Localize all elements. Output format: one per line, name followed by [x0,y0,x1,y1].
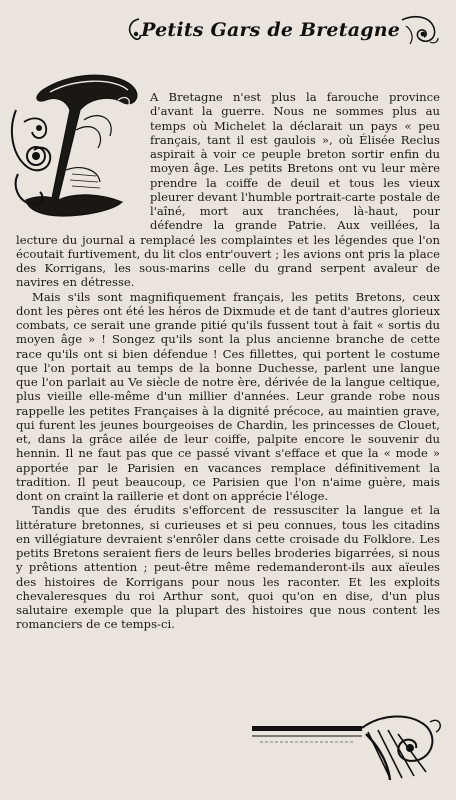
right-flourish-icon [400,12,440,48]
article-body [16,90,440,632]
paragraph-3: Tandis que des érudits s'efforcent de ressusciter la langue et la littérature bretonnes, si curieuses et si peu connues, tous les citadins en villégiature devraient s'enrôler dans cette croisade du Folklore. Les petits Bretons seraient fiers de leurs belles broderies bigarrées, si nous y prêtions attention ; peut-être même redemanderont-ils aux aïeules des histoires de Korrigans pour nous les raconter. Et les exploits chevaleresques du roi Arthur sont, quoi qu'on en dise, d'un plus salutaire exemple que la plupart des histoires que nous content les romanciers de ce temps-ci. [16,503,440,632]
page-header [125,12,440,48]
footer-ornament [250,708,445,783]
paragraph-2: Mais s'ils sont magnifiquement français, les petits Bretons, ceux dont les pères ont été les héros de Dixmude et de tant d'autres glorieux combats, ce serait une grande pitié qu'ils fussent tout à fait « sortis du moyen âge » ! Songez qu'ils sont la plus ancienne branche de cette race qu'ils ont si bien défendue ! Ces fillettes, qui portent le costume que l'on portait au temps de la bonne Duchesse, parlent une langue que l'on parlait au Ve siècle de notre ère, dérivée de la langue celtique, plus vieille elle-même d'un millier d'années. Leur grande robe nous rappelle les petites Françaises à la dignité précoce, au maintien grave, qui furent les jeunes bourgeoises de Chardin, les princesses de Clouet, et, dans la grâce ailée de leur coiffe, palpite encore le souvenir du hennin. Il ne faut pas que ce passé vivant s'efface et que la « mode » apportée par le Parisien en vacances remplace définitivement la tradition. Il peut beaucoup, ce Parisien que l'on n'aime guère, mais dont on craint la raillerie et dont on apprécie l'éloge. [16,289,440,503]
header-title: Petits Gars de Bretagne [141,19,400,41]
dropcap-space [16,88,150,225]
paragraph-1-text: A Bretagne n'est plus la farouche province d'avant la guerre. Nous ne sommes plus au temps où Michelet la déclarait un pays « peu français, tant il est gaulois », où Élisée Reclus aspirait à voir ce peuple breton sortir enfin du moyen âge. Les petits Bretons ont vu leur mère prendre la coiffe de deuil et tous les vieux pleurer devant l'humble portrait-carte postale de l'aîné, mort aux tranchées, là-haut, pour défendre la grande Patrie. Aux veillées, la lecture du journal a remplacé les complaintes et les légendes que l'on écoutait furtivement, du lit clos entr'ouvert ; les avions ont pris la place des Korrigans, les sous-marins celle du grand serpent avaleur de navires en détresse. [16,90,440,290]
paragraph-1 [16,90,440,290]
